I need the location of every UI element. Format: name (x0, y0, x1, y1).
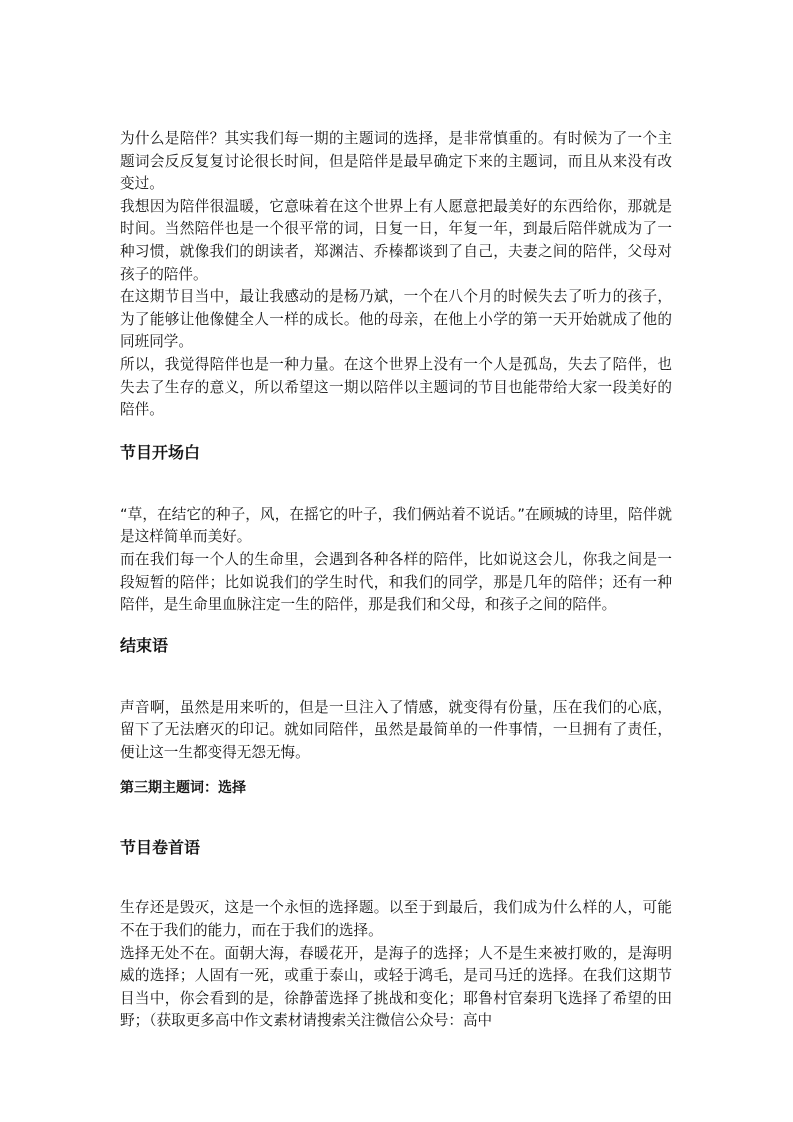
section-heading-closing: 结束语 (120, 635, 169, 655)
body-paragraph: 我想因为陪伴很温暖，它意味着在这个世界上有人愿意把最美好的东西给你，那就是时间。当然陪伴也是一个很平常的词，日复一日，年复一年，到最后陪伴就成为了一种习惯，就像我们的朗读者，郑渊洁、乔榛都谈到了自己，夫妻之间的陪伴，父母对孩子的陪伴。 (120, 197, 672, 283)
body-paragraph: 在这期节目当中，最让我感动的是杨乃斌，一个在八个月的时候失去了听力的孩子，为了能够让他像健全人一样的成长。他的母亲，在他上小学的第一天开始就成了他的同班同学。 (120, 288, 672, 351)
body-paragraph: 生存还是毁灭，这是一个永恒的选择题。以至于到最后，我们成为什么样的人，可能不在于我们的能力，而在于我们的选择。 (120, 899, 672, 940)
section-heading-preface: 节目卷首语 (120, 838, 201, 858)
body-paragraph: 声音啊，虽然是用来听的，但是一旦注入了情感，就变得有份量，压在我们的心底，留下了无法磨灭的印记。就如同陪伴，虽然是最简单的一件事情，一旦拥有了责任，便让这一生都变得无怨无悔。 (120, 698, 672, 761)
body-paragraph: 选择无处不在。面朝大海，春暖花开，是海子的选择；人不是生来被打败的，是海明威的选择；人固有一死，或重于泰山，或轻于鸿毛，是司马迁的选择。在我们这期节目当中，你会看到的是，徐静蕾选择了挑战和变化；耶鲁村官秦玥飞选择了希望的田野；（获取更多高中作文素材请搜索关注微信公众号：高中 (120, 944, 672, 1030)
body-paragraph: 为什么是陪伴？其实我们每一期的主题词的选择，是非常慎重的。有时候为了一个主题词会反反复复讨论很长时间，但是陪伴是最早确定下来的主题词，而且从来没有改变过。 (120, 130, 672, 193)
body-paragraph: “草，在结它的种子，风，在摇它的叶子，我们俩站着不说话。”在顾城的诗里，陪伴就是这样简单而美好。 (120, 505, 672, 546)
issue-title: 第三期主题词：选择 (120, 780, 246, 797)
body-paragraph: 而在我们每一个人的生命里，会遇到各种各样的陪伴，比如说这会儿，你我之间是一段短暂的陪伴；比如说我们的学生时代，和我们的同学，那是几年的陪伴；还有一种陪伴，是生命里血脉注定一生的陪伴，那是我们和父母，和孩子之间的陪伴。 (120, 550, 672, 614)
document-page (120, 128, 672, 1033)
body-paragraph: 所以，我觉得陪伴也是一种力量。在这个世界上没有一个人是孤岛，失去了陪伴，也失去了生存的意义，所以希望这一期以陪伴以主题词的节目也能带给大家一段美好的陪伴。 (120, 355, 672, 419)
section-heading-opening: 节目开场白 (120, 442, 201, 462)
